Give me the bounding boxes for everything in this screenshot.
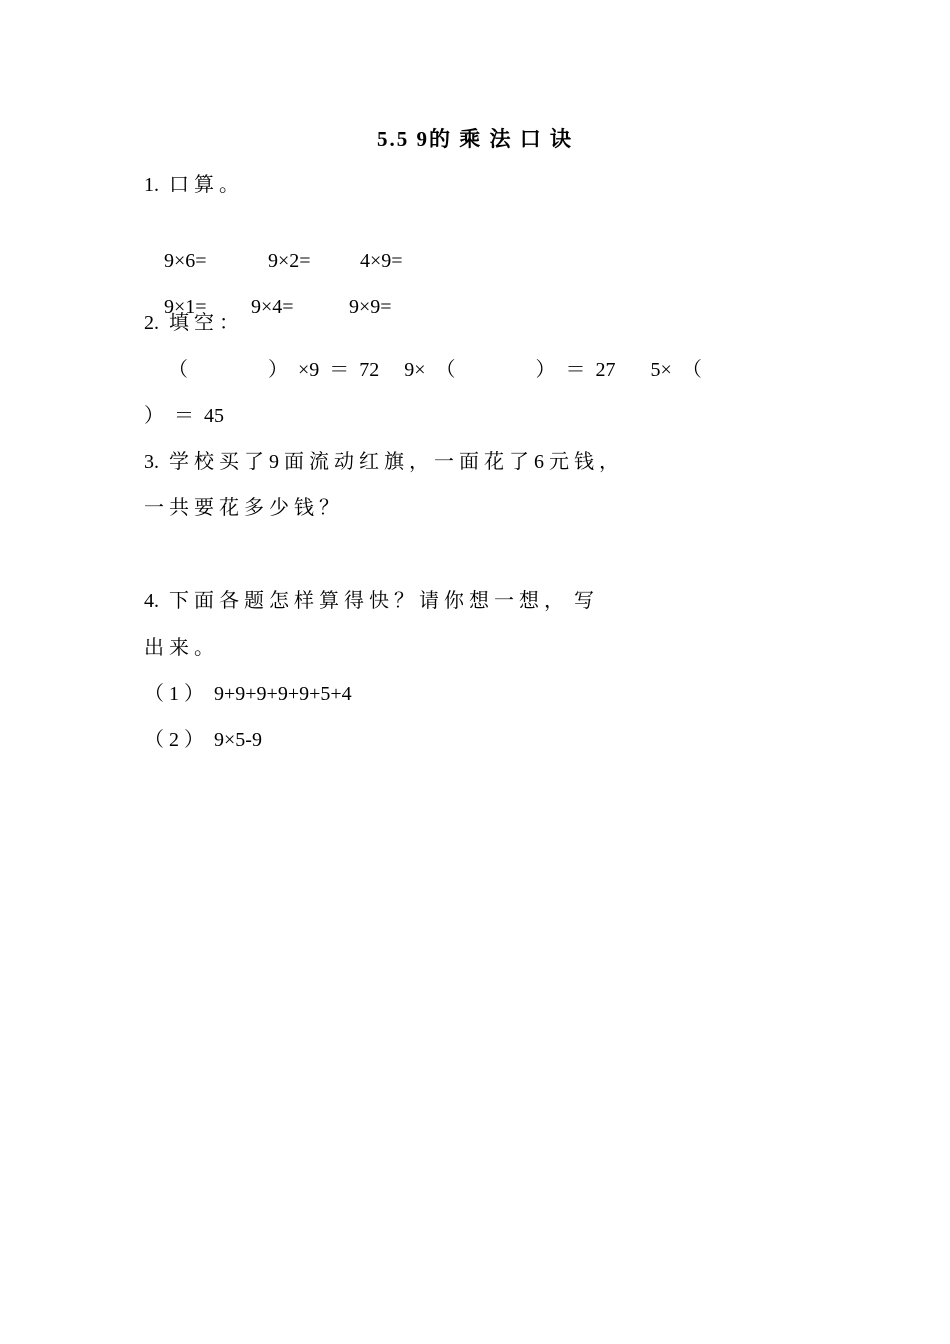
question-3-line-1: 3. 学 校 买 了 9 面 流 动 红 旗 ， 一 面 花 了 6 元 钱 ， xyxy=(144,451,619,473)
question-2-blanks-line-2: ） ＝ 45 xyxy=(144,405,224,427)
question-1-row-2 xyxy=(144,262,392,352)
calc-item: 4×9= xyxy=(360,250,403,272)
question-4-item-1: （ 1 ） 9+9+9+9+9+5+4 xyxy=(144,683,352,705)
question-4-line-1: 4. 下 面 各 题 怎 样 算 得 快 ？ 请 你 想 一 想 ， 写 xyxy=(144,590,594,612)
question-2-blanks-line-1: （ ） ×9 ＝ 72 9× （ ） ＝ 27 5× （ xyxy=(168,359,702,381)
calc-item: 9×1= xyxy=(164,296,207,318)
question-2-heading: 2. 填 空 ： xyxy=(144,312,239,334)
calc-item: 9×9= xyxy=(349,296,392,318)
worksheet-title: 5.5 9的 乘 法 口 诀 xyxy=(377,127,573,151)
question-3-line-2: 一 共 要 花 多 少 钱 ？ xyxy=(144,497,339,519)
calc-item: 9×4= xyxy=(251,296,294,318)
question-4-line-2: 出 来 。 xyxy=(144,637,214,659)
question-1-heading: 1. 口 算 。 xyxy=(144,174,239,196)
calc-item: 9×6= xyxy=(164,250,207,272)
calc-item: 9×2= xyxy=(268,250,311,272)
question-4-item-2: （ 2 ） 9×5-9 xyxy=(144,729,262,751)
